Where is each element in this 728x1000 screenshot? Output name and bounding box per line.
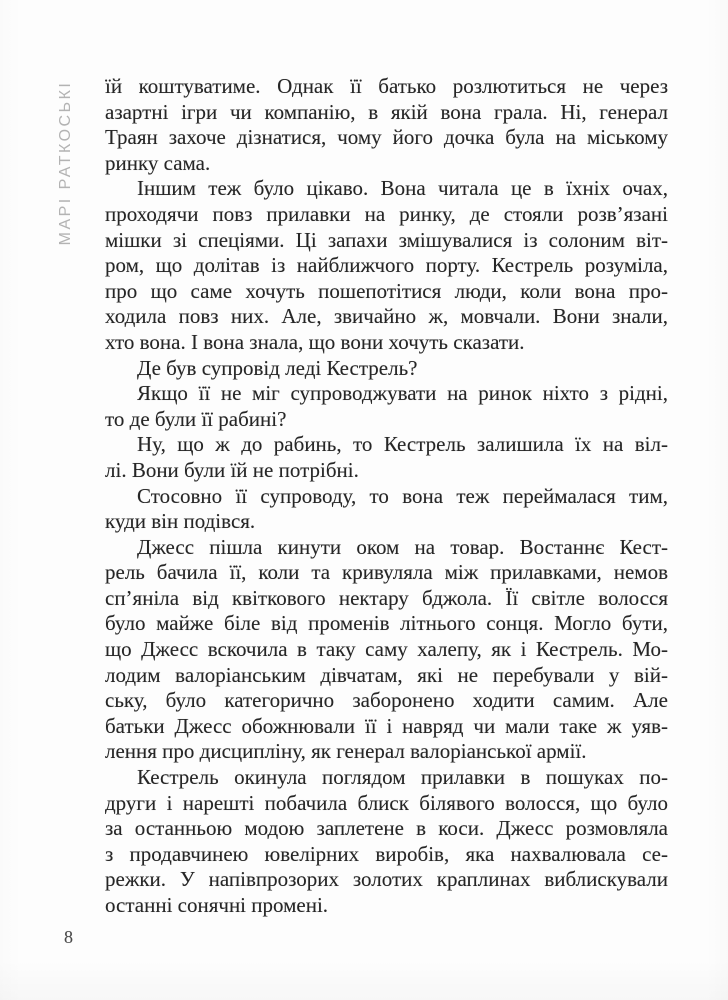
text-line: лодим валоріанським дівчатам, які не перебували у вій-: [105, 662, 668, 687]
text-line: батьки Джесс обожнювали її і навряд чи мали таке ж уяв-: [105, 713, 668, 738]
text-line: азартні ігри чи компанію, в якій вона грала. Ні, генерал: [105, 99, 668, 124]
text-line: Траян захоче дізнатися, чому його дочка була на міському: [105, 125, 668, 150]
paragraph: [105, 765, 668, 919]
text-line: Де був супровід леді Кестрель?: [137, 355, 418, 380]
text-line: про що саме хочуть пошепотітися люди, коли вона про-: [105, 278, 668, 303]
paragraph: [105, 535, 668, 765]
paragraph: [105, 432, 668, 483]
text-line: їй коштуватиме. Однак її батько розлютиться не через: [105, 74, 668, 98]
paragraph: [105, 484, 668, 535]
text-line: було майже біле від променів літнього сонця. Могло бути,: [105, 611, 668, 636]
text-line: ську, було категорично заборонено ходити самим. Але: [105, 688, 668, 713]
text-block: [105, 74, 668, 919]
text-line: други і нарешті побачила блиск білявого волосся, що було: [105, 790, 668, 815]
text-line: Якщо її не міг супроводжувати на ринок ніхто з рідні,: [137, 381, 668, 406]
paragraph: [105, 74, 668, 176]
text-line: ром, що долітав із найближчого порту. Кестрель розуміла,: [105, 253, 668, 278]
text-line: за останньою модою заплетене в коси. Джесс розмовляла: [105, 816, 668, 841]
paragraph: [105, 381, 668, 432]
text-line: що Джесс вскочила в таку саму халепу, як і Кестрель. Мо-: [105, 637, 668, 662]
text-line: хто вона. І вона знала, що вони хочуть сказати.: [105, 329, 525, 354]
text-line: лі. Вони були їй не потрібні.: [105, 457, 359, 482]
paragraph: [105, 176, 668, 355]
text-line: проходячи повз прилавки на ринку, де стояли розв’язані: [105, 201, 668, 226]
margin-author-name: МАРІ РАТКОСЬКІ: [57, 80, 74, 246]
paragraph: [105, 356, 668, 382]
text-line: Джесс пішла кинути оком на товар. Востаннє Кест-: [137, 534, 668, 559]
text-line: останні сонячні промені.: [105, 893, 329, 917]
text-line: Іншим теж було цікаво. Вона читала це в їхніх очах,: [137, 176, 668, 201]
text-line: ходила повз них. Але, звичайно ж, мовчали. Вони знали,: [105, 304, 668, 329]
text-line: Ну, що ж до рабинь, то Кестрель залишила їх на віл-: [137, 432, 668, 457]
text-line: Кестрель окинула поглядом прилавки в пошуках по-: [137, 765, 668, 790]
text-line: куди він подівся.: [105, 509, 256, 534]
text-line: рель бачила її, коли та кривуляла між прилавками, немов: [105, 560, 668, 585]
text-line: ринку сама.: [105, 150, 211, 175]
text-line: сп’яніла від квіткового нектару бджола. Її світле волосся: [105, 585, 668, 610]
page-number: 8: [64, 927, 73, 947]
text-line: то де були її рабині?: [105, 406, 287, 431]
text-line: з продавчинею ювелірних виробів, яка нахвалювала се-: [105, 841, 668, 866]
text-line: Стосовно її супроводу, то вона теж переймалася тим,: [137, 483, 668, 508]
text-line: лення про дисципліну, як генерал валоріанської армії.: [105, 739, 587, 764]
text-line: режки. У напівпрозорих золотих краплинах виблискували: [105, 867, 668, 892]
text-line: мішки зі спеціями. Ці запахи змішувалися із солоним віт-: [105, 227, 668, 252]
